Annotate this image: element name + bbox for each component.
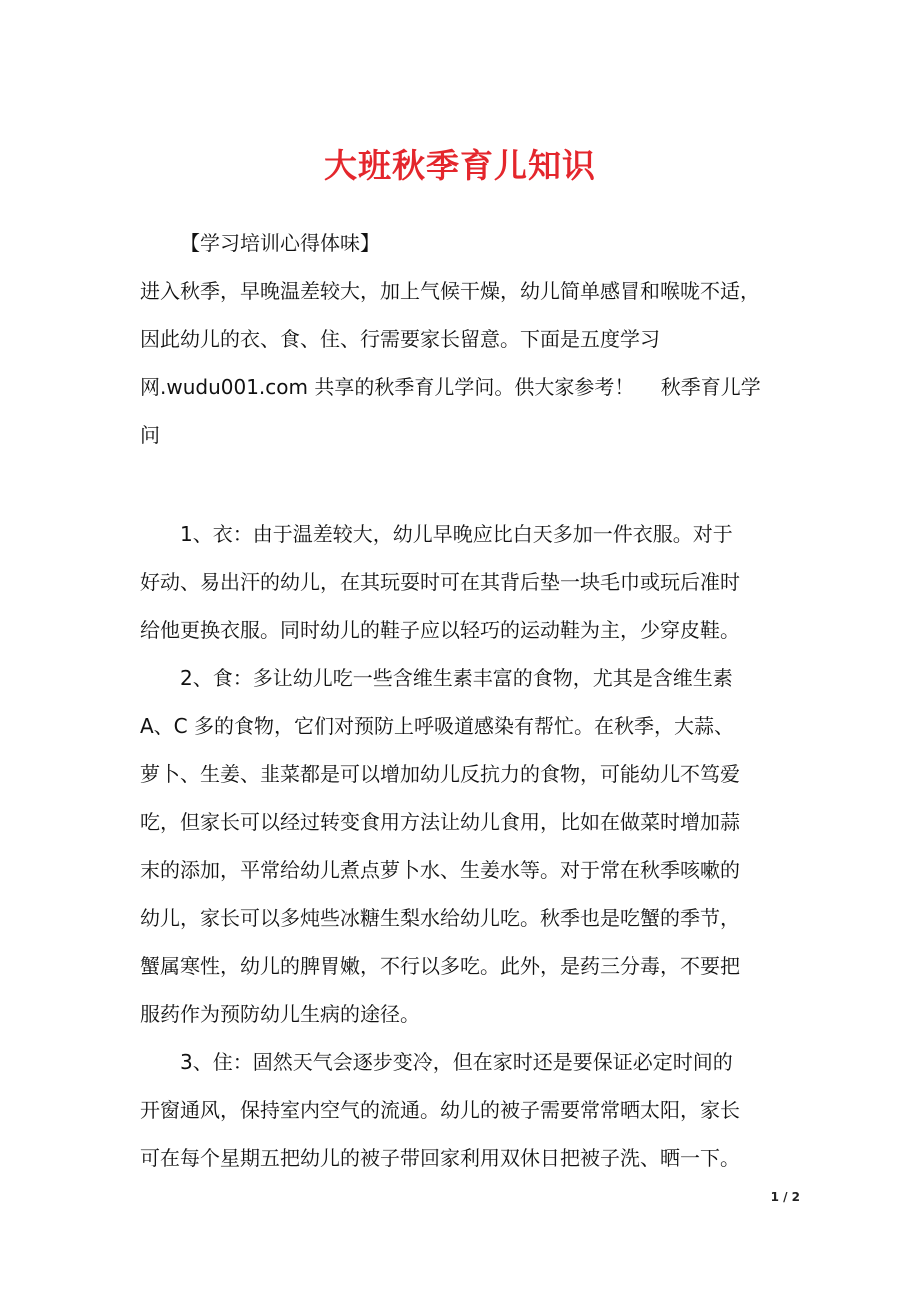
paragraph-line: 萝卜、生姜、韭菜都是可以增加幼儿反抗力的食物，可能幼儿不笃爱: [140, 762, 740, 786]
intro-line: 因此幼儿的衣、食、住、行需要家长留意。下面是五度学习: [140, 327, 660, 351]
paragraph-line: 3、住：固然天气会逐步变冷，但在家时还是要保证必定时间的: [180, 1050, 733, 1074]
housing-paragraph: [140, 1038, 800, 1182]
paragraph-line: 开窗通风，保持室内空气的流通。幼儿的被子需要常常晒太阳，家长: [140, 1098, 740, 1122]
paragraph-line: 给他更换衣服。同时幼儿的鞋子应以轻巧的运动鞋为主，少穿皮鞋。: [140, 618, 740, 642]
clothing-paragraph: [140, 510, 800, 654]
paragraph-line: A、C 多的食物，它们对预防上呼吸道感染有帮忙。在秋季，大蒜、: [140, 714, 735, 738]
paragraph-line: 蟹属寒性，幼儿的脾胃嫩，不行以多吃。此外，是药三分毒，不要把: [140, 954, 740, 978]
page-indicator: 1 / 2: [770, 1190, 800, 1204]
intro-paragraph: [140, 267, 800, 459]
paragraph-line: 幼儿，家长可以多炖些冰糖生梨水给幼儿吃。秋季也是吃蟹的季节，: [140, 906, 740, 930]
paragraph-line: 末的添加，平常给幼儿煮点萝卜水、生姜水等。对于常在秋季咳嗽的: [140, 858, 740, 882]
paragraph-line: 2、食：多让幼儿吃一些含维生素丰富的食物，尤其是含维生素: [180, 666, 733, 690]
section-header-block: [140, 219, 800, 267]
paragraph-line: 吃，但家长可以经过转变食用方法让幼儿食用，比如在做菜时增加蒜: [140, 810, 740, 834]
food-paragraph: [140, 654, 800, 1038]
paragraph-line: 可在每个星期五把幼儿的被子带回家利用双休日把被子洗、晒一下。: [140, 1146, 740, 1170]
intro-line: 网.wudu001.com 共享的秋季育儿学问。供大家参考！ 秋季育儿学: [140, 375, 761, 399]
section-header: 【学习培训心得体味】: [180, 231, 380, 255]
paragraph-line: 好动、易出汗的幼儿，在其玩耍时可在其背后垫一块毛巾或玩后准时: [140, 570, 740, 594]
paragraph-line: 服药作为预防幼儿生病的途径。: [140, 1002, 420, 1026]
document-title: 大班秋季育儿知识: [324, 146, 596, 185]
intro-line: 进入秋季，早晚温差较大，加上气候干燥，幼儿简单感冒和喉咙不适，: [140, 279, 760, 303]
intro-line: 问: [140, 423, 160, 447]
paragraph-line: 1、衣：由于温差较大，幼儿早晚应比白天多加一件衣服。对于: [180, 522, 733, 546]
